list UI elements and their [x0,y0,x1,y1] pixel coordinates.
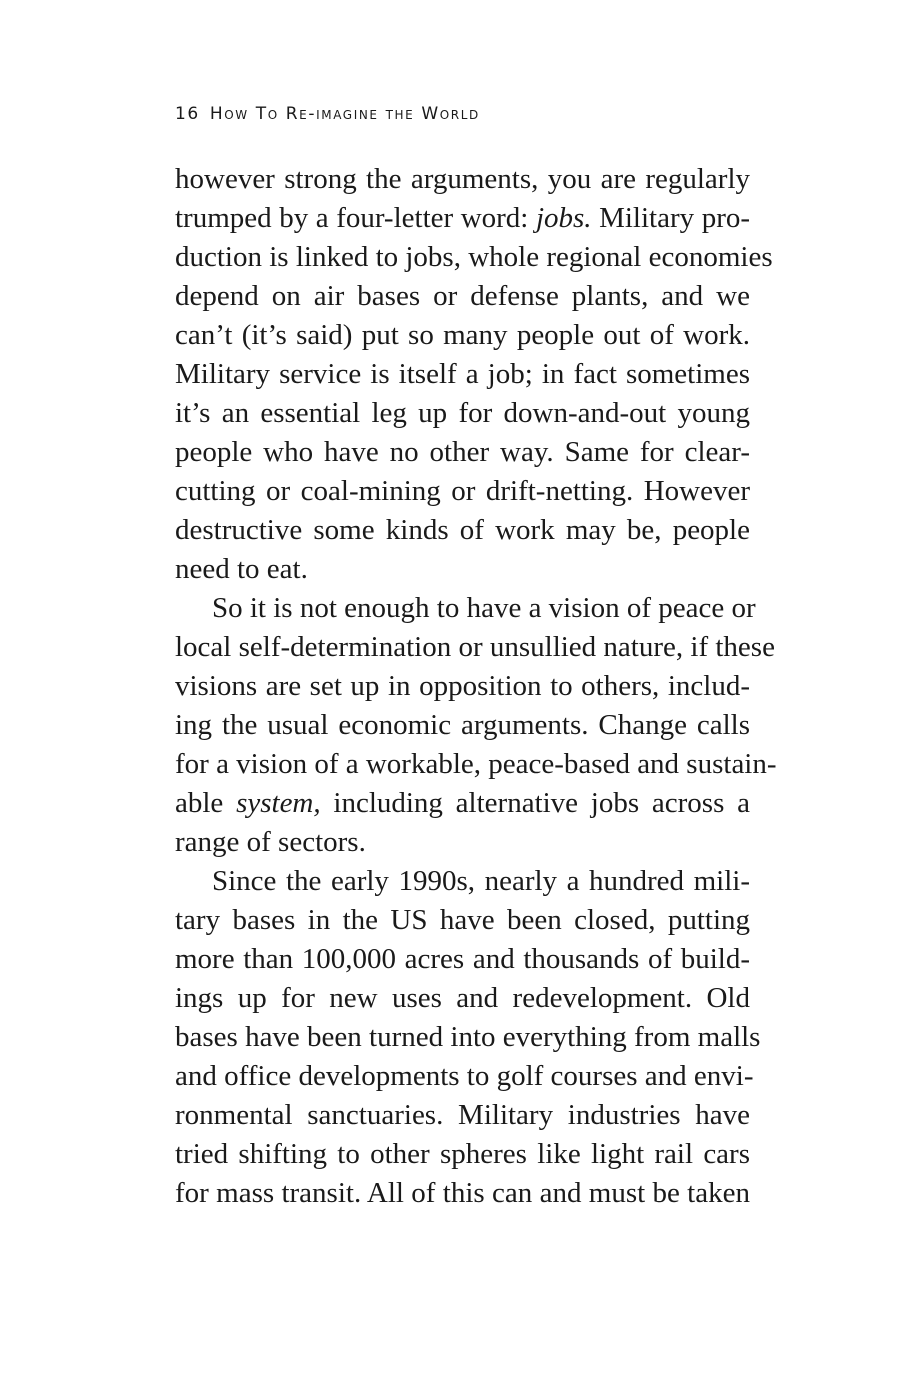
text-segment: tried shifting to other spheres like light rail cars [175,1138,750,1170]
paragraph [175,160,773,589]
text-segment: bases have been turned into everything from malls [175,1021,761,1053]
text-segment: more than 100,000 acres and thousands of build- [175,943,750,975]
page-number: 16 [175,104,200,124]
text-line [175,979,750,1018]
text-segment: local self-determination or unsullied nature, if these [175,631,775,663]
text-segment: range of sectors. [175,826,366,858]
text-line [175,238,773,277]
text-segment: for mass transit. All of this can and must be taken [175,1177,750,1209]
text-line [175,901,750,940]
body-text [175,160,777,1213]
text-line [175,706,750,745]
text-segment: can’t (it’s said) put so many people out of work. [175,319,750,351]
text-segment: need to eat. [175,553,308,585]
text-line [175,589,756,628]
text-segment: cutting or coal-mining or drift-netting. However [175,475,750,507]
text-segment: Since the early 1990s, nearly a hundred mili- [212,865,750,897]
paragraph [175,589,777,862]
text-segment: Military pro- [591,202,751,234]
text-line [175,433,750,472]
text-line [175,667,750,706]
paragraph [175,862,761,1213]
text-segment: however strong the arguments, you are regularly [175,163,750,195]
text-segment: it’s an essential leg up for down-and-out young [175,397,750,429]
text-line [175,628,775,667]
text-line [175,1135,750,1174]
text-line [175,277,750,316]
italic-text: system, [236,787,321,819]
text-line [175,940,750,979]
text-segment: duction is linked to jobs, whole regional economies [175,241,773,273]
text-line [175,784,750,823]
text-segment: So it is not enough to have a vision of peace or [212,592,756,624]
text-line [175,511,750,550]
text-line [175,862,750,901]
text-segment: and office developments to golf courses and envi- [175,1060,754,1092]
text-line [175,1018,761,1057]
text-segment: depend on air bases or defense plants, and we [175,280,750,312]
text-segment: ings up for new uses and redevelopment. Old [175,982,750,1014]
text-segment: able [175,787,237,819]
text-segment: ing the usual economic arguments. Change calls [175,709,750,741]
text-segment: trumped by a four-letter word: [175,202,536,234]
text-line [175,1174,750,1213]
text-line [175,1096,750,1135]
text-line [175,355,750,394]
text-segment: people who have no other way. Same for clear- [175,436,750,468]
text-line [175,823,750,862]
italic-text: jobs. [535,202,592,234]
text-line [175,1057,754,1096]
text-segment: visions are set up in opposition to others, includ- [175,670,750,702]
text-line [175,160,750,199]
text-line [175,199,750,238]
text-line [175,472,750,511]
text-line [175,316,750,355]
text-segment: ronmental sanctuaries. Military industries have [175,1099,750,1131]
running-head [175,102,480,126]
text-line [175,550,750,589]
text-segment: Military service is itself a job; in fact sometimes [175,358,750,390]
text-segment: tary bases in the US have been closed, putting [175,904,750,936]
running-head-title: How To Re-imagine the World [209,104,480,124]
text-line [175,745,777,784]
text-segment: including alternative jobs across a [320,787,750,819]
text-line [175,394,750,433]
text-segment: for a vision of a workable, peace-based and sustain- [175,748,777,780]
text-segment: destructive some kinds of work may be, people [175,514,750,546]
